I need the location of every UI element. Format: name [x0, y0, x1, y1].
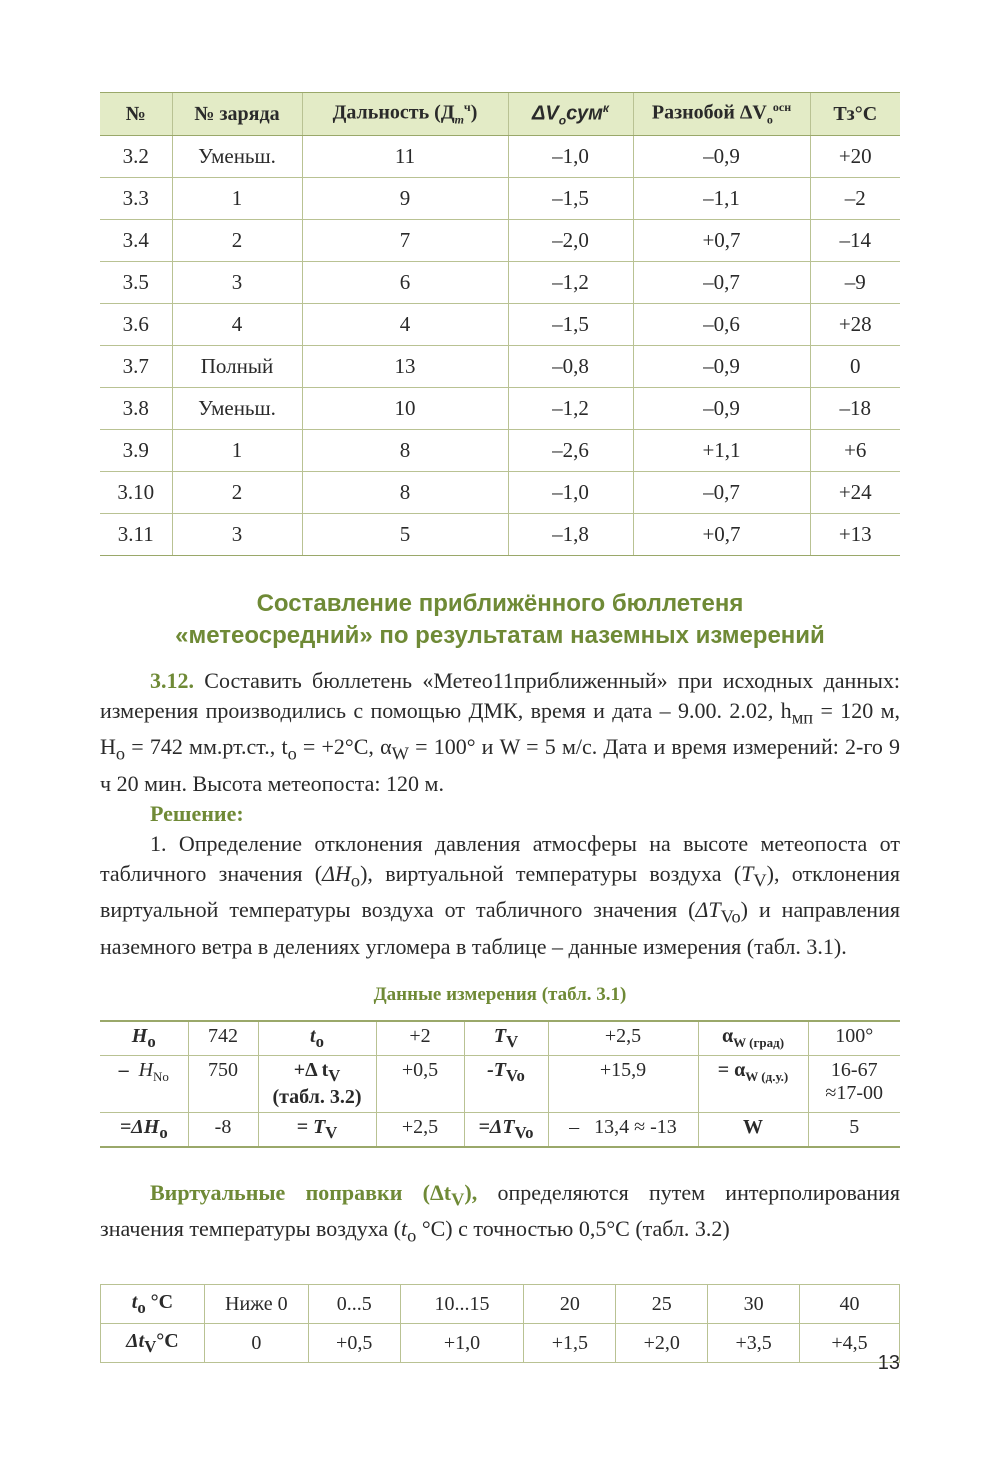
table-cell: +0,5: [308, 1324, 400, 1363]
table-cell: –9: [810, 262, 900, 304]
table-row: $\Delta t_V^\circ C$ 0 +0,5 +1,0 +1,5 +2,0 +3,5 +4,5: [101, 1324, 900, 1363]
table-cell: –2: [810, 178, 900, 220]
table-cell: 4: [172, 304, 302, 346]
table-row: [100, 136, 900, 178]
table-cell: 3.6: [100, 304, 172, 346]
table-cell: +1,1: [633, 430, 810, 472]
page-number: 13: [877, 1352, 900, 1374]
table-row: $t_o$ °C Ниже 0 0...5 10...15 20 25 30 40: [101, 1285, 900, 1324]
table-cell: 6: [302, 262, 508, 304]
step-1-paragraph: 1. Определение отклонения давления атмосферы на высоте метеопоста от табличного значения $(\Delta H_o)$, виртуальной температуры воздуха $(T_V)$, отклонения виртуальной температуры воздуха от табличного значения $(\Delta T_{Vo})$ и направления наземного ветра в делениях угломера в таблице – данные измерения (табл. 3.1).: [100, 830, 900, 959]
table-cell: 0...5: [308, 1285, 400, 1324]
table-cell: 4: [302, 304, 508, 346]
table-row: [100, 430, 900, 472]
table-cell: –1,1: [633, 178, 810, 220]
table-cell: –0,9: [633, 346, 810, 388]
table-cell: 30: [708, 1285, 800, 1324]
table-row: $H_o$ 742 $t_o$ +2 $T_V$ +2,5 $\alpha_{W (град)}$ 100°: [100, 1021, 900, 1056]
table-cell: 9: [302, 178, 508, 220]
table-cell: –2,6: [508, 430, 633, 472]
table-cell: –14: [810, 220, 900, 262]
table-cell: 3.5: [100, 262, 172, 304]
table-cell: –1,0: [508, 136, 633, 178]
table-cell: –1,5: [508, 178, 633, 220]
task-paragraph: 3.12. Составить бюллетень «Метео11приближенный» при исходных данных: измерения производились с помощью ДМК, время и дата – 9.00. 2.02, $h_{мп} = 120$ м, $H_o = 742$ мм.рт.ст., $t_o = +2^\circ C$, $\alpha_W = 100^\circ$ и W = 5 м/с. Дата и время измерений: 2-го 9 ч 20 мин. Высота метеопоста: 120 м.: [100, 668, 901, 796]
section-title: [100, 588, 900, 652]
table-cell: –0,6: [633, 304, 810, 346]
section-title-line-2: «метеосредний» по результатам наземных измерений: [175, 622, 825, 649]
table-cell: –1,2: [508, 388, 633, 430]
table-cell: 3.7: [100, 346, 172, 388]
table-cell: Полный: [172, 346, 302, 388]
col-raznoboi: Разнобой $\Delta V_о^{осн}$: [633, 93, 810, 136]
table-row: [100, 262, 900, 304]
table-cell: 3.10: [100, 472, 172, 514]
table-row: [100, 304, 900, 346]
table-cell: 8: [302, 472, 508, 514]
table-cell: +0,7: [633, 514, 810, 556]
ballistics-table-body: [100, 136, 900, 556]
table-cell: 25: [616, 1285, 708, 1324]
section-title-line-1: Составление приближённого бюллетеня: [256, 590, 744, 617]
table-cell: +6: [810, 430, 900, 472]
table-cell: 3.9: [100, 430, 172, 472]
table-cell: 20: [524, 1285, 616, 1324]
page-content: [100, 92, 900, 1363]
table-cell: –0,9: [633, 136, 810, 178]
col-temp: Тз°С: [810, 93, 900, 136]
table-cell: 3.2: [100, 136, 172, 178]
table-cell: 0: [810, 346, 900, 388]
table-cell: 3.4: [100, 220, 172, 262]
col-charge: № заряда: [172, 93, 302, 136]
table-cell: 3.8: [100, 388, 172, 430]
col-dv-sum: $\Delta V_осум^к$: [508, 93, 633, 136]
table-cell: –1,5: [508, 304, 633, 346]
table-cell: 1: [172, 430, 302, 472]
table-cell: 8: [302, 430, 508, 472]
table-cell: Уменьш.: [172, 388, 302, 430]
table-cell: 40: [800, 1285, 900, 1324]
table-cell: 7: [302, 220, 508, 262]
table-row: [100, 178, 900, 220]
table-row: $=\Delta H_o$ -8 = $T_V$ +2,5 $=\Delta T_{Vo}$ – 13,4 ≈ -13 W 5: [100, 1112, 900, 1147]
table-row: [100, 220, 900, 262]
ballistics-table: [100, 92, 900, 556]
table-cell: 0: [204, 1324, 308, 1363]
virtual-corrections-paragraph: Виртуальные поправки $(\Delta t_V)$, определяются путем интерполирования значения температуры воздуха ($t_o$ °C) с точностью 0,5°C (табл. 3.2): [100, 1179, 900, 1246]
table-cell: –2,0: [508, 220, 633, 262]
table-cell: 2: [172, 220, 302, 262]
table-cell: +28: [810, 304, 900, 346]
virtual-corrections-table: [100, 1284, 900, 1363]
table-cell: –0,7: [633, 262, 810, 304]
table-cell: –1,0: [508, 472, 633, 514]
table-cell: 5: [302, 514, 508, 556]
table-cell: +13: [810, 514, 900, 556]
table-cell: 3.11: [100, 514, 172, 556]
table-cell: –1,2: [508, 262, 633, 304]
table-cell: +24: [810, 472, 900, 514]
table-cell: –0,8: [508, 346, 633, 388]
table-cell: 13: [302, 346, 508, 388]
table-row: [100, 388, 900, 430]
table-cell: +2,0: [616, 1324, 708, 1363]
table-cell: 11: [302, 136, 508, 178]
table-cell: +1,0: [400, 1324, 524, 1363]
table-row: – $H_{No}$ 750 +Δ $t_V$ (табл. 3.2) +0,5 $-T_{Vo}$ +15,9 = $\alpha_{W (д.у.)}$ 16-67 ≈17-00: [100, 1055, 900, 1112]
table-row: [100, 472, 900, 514]
table-cell: –0,7: [633, 472, 810, 514]
table-cell: +0,7: [633, 220, 810, 262]
table-row: [100, 514, 900, 556]
table-cell: –18: [810, 388, 900, 430]
table-cell: +4,5: [800, 1324, 900, 1363]
table-cell: +3,5: [708, 1324, 800, 1363]
table-cell: 3: [172, 514, 302, 556]
table-row: [100, 346, 900, 388]
col-number: №: [100, 93, 172, 136]
table-cell: 1: [172, 178, 302, 220]
col-range: Дальность $(Д_т^ч)$: [302, 93, 508, 136]
table-cell: 3: [172, 262, 302, 304]
table-cell: 3.3: [100, 178, 172, 220]
measurement-table-title: Данные измерения (табл. 3.1): [373, 983, 627, 1005]
table-cell: +1,5: [524, 1324, 616, 1363]
table-cell: –0,9: [633, 388, 810, 430]
table-cell: 2: [172, 472, 302, 514]
table-cell: +20: [810, 136, 900, 178]
table-cell: 10...15: [400, 1285, 524, 1324]
measurement-table: [100, 1020, 900, 1148]
solution-label: Решение:: [150, 800, 244, 826]
table-cell: Уменьш.: [172, 136, 302, 178]
table-cell: 10: [302, 388, 508, 430]
table-cell: Ниже 0: [204, 1285, 308, 1324]
table-cell: –1,8: [508, 514, 633, 556]
table-header-row: [100, 93, 900, 136]
